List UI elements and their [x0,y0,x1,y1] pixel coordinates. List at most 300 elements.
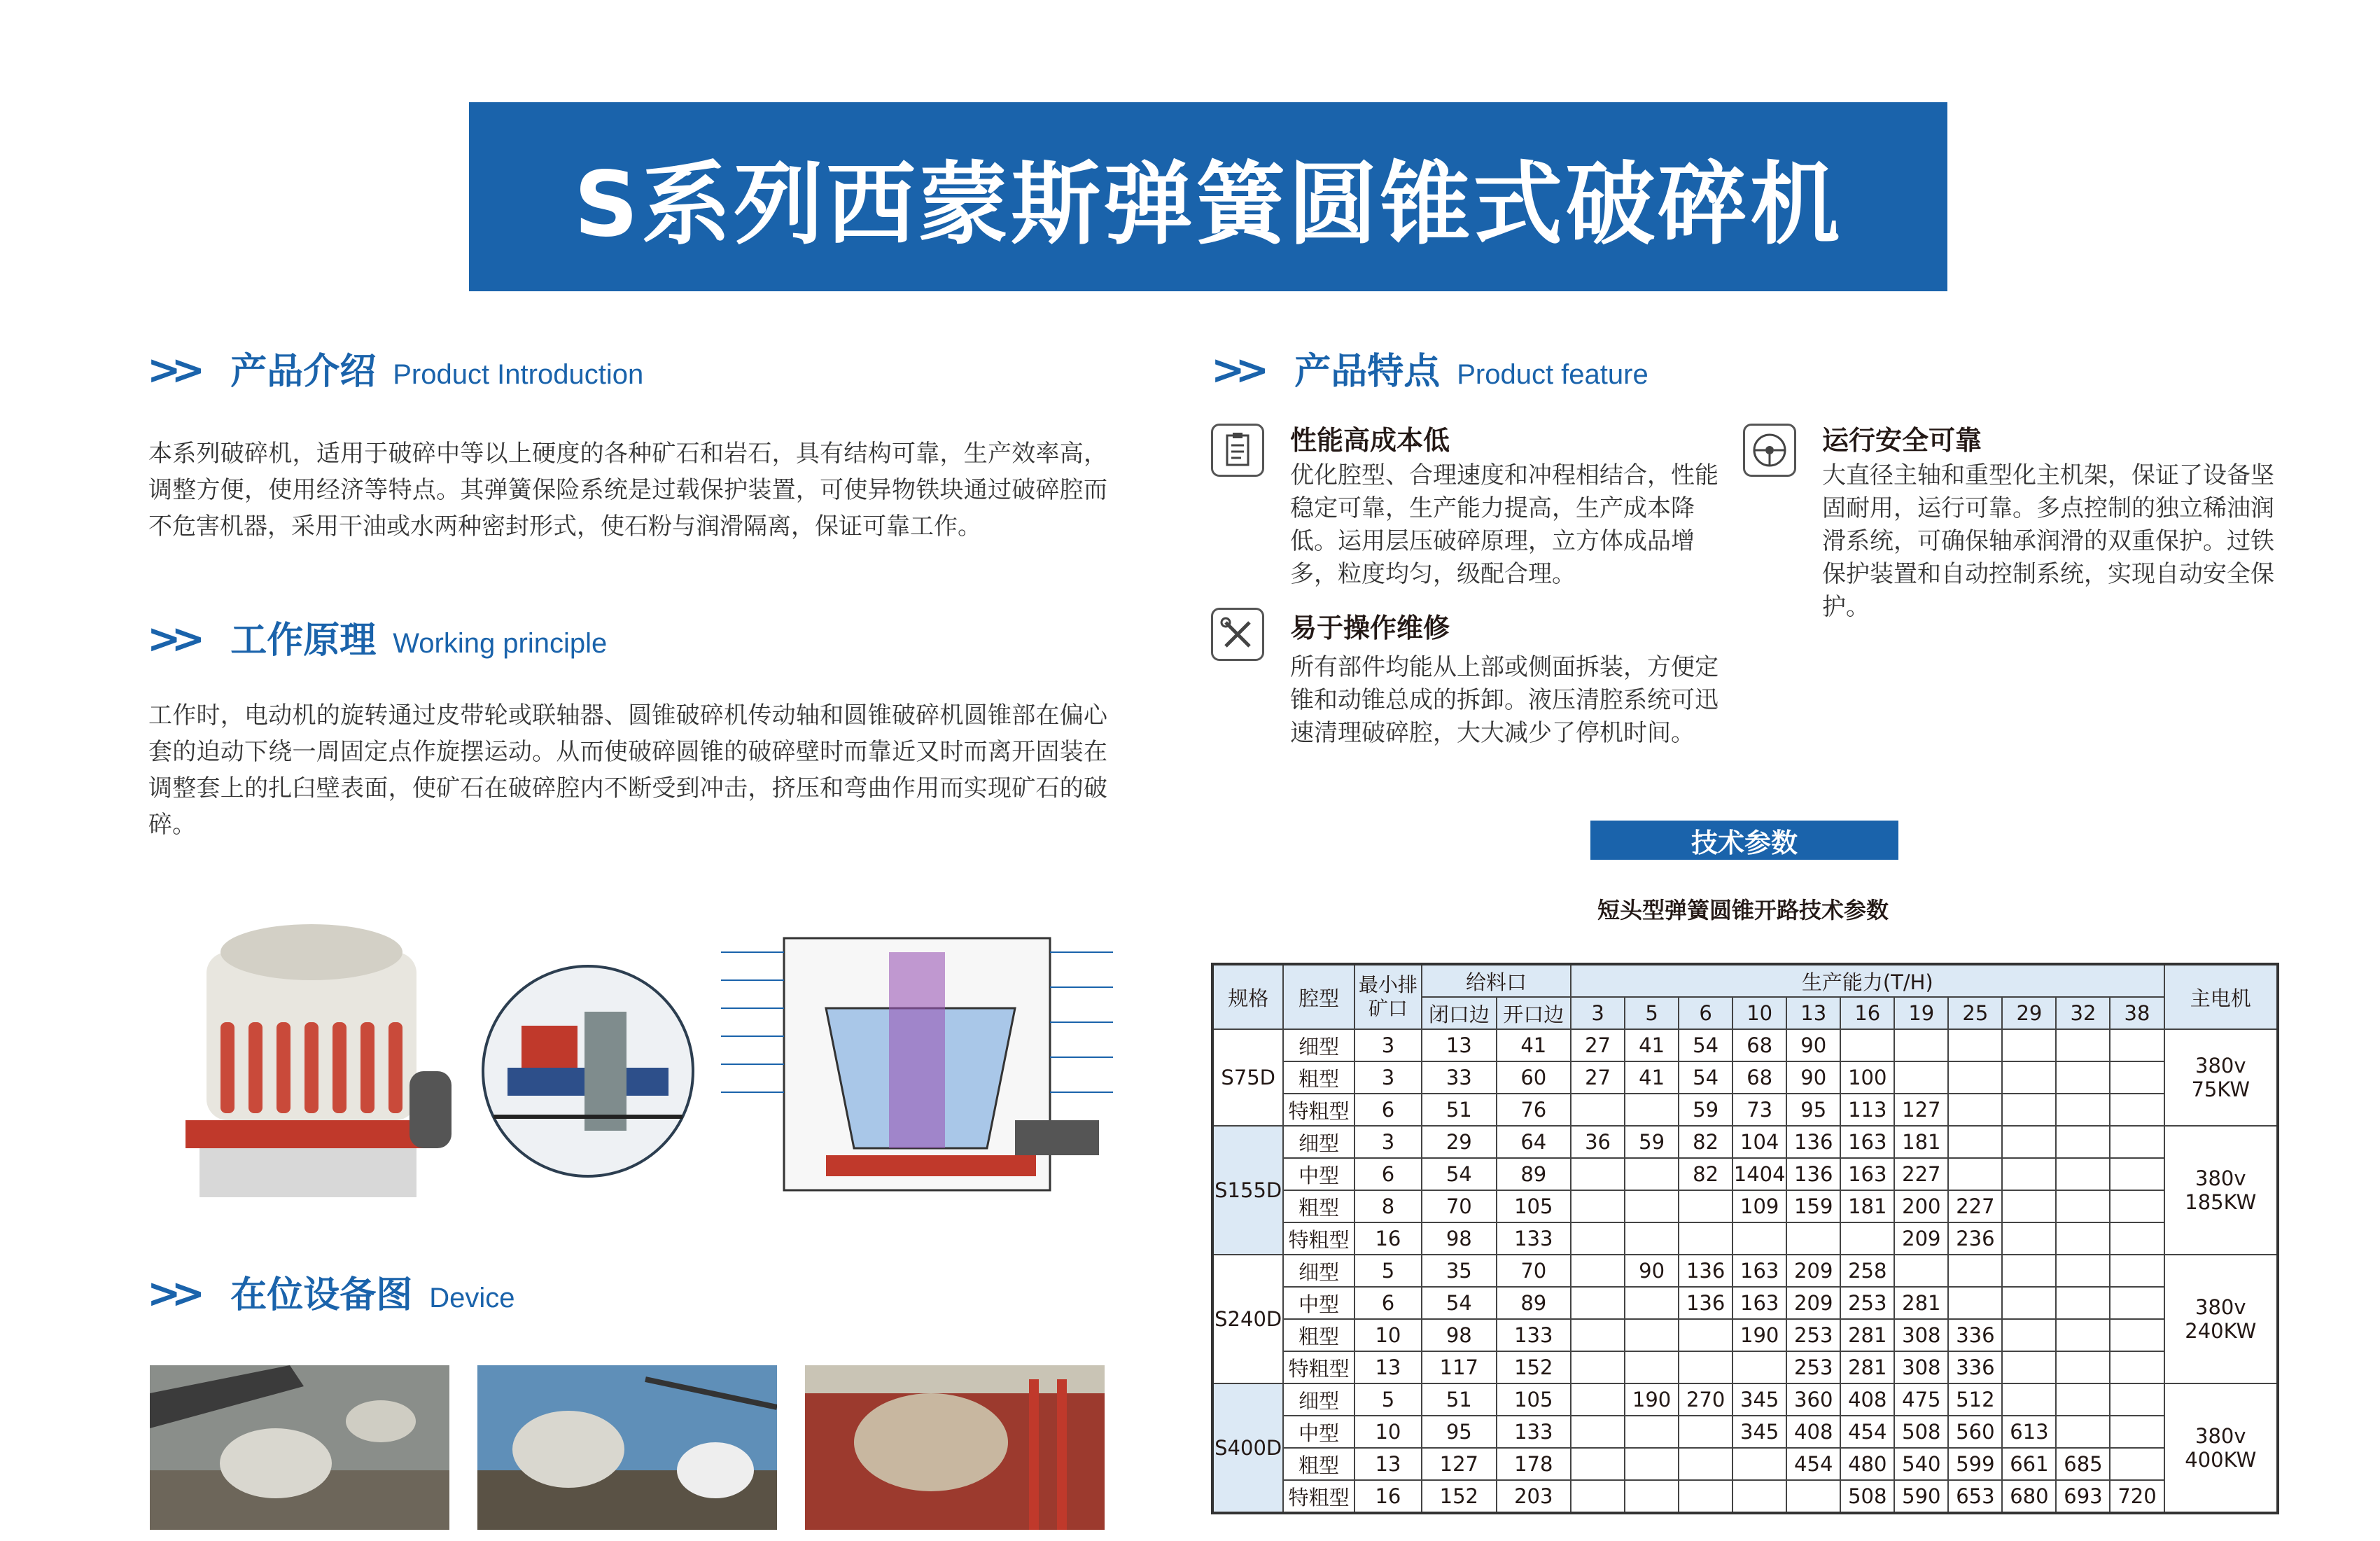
capacity-cell: 136 [1679,1287,1732,1319]
capacity-cell: 336 [1948,1351,2002,1383]
steering-wheel-icon [1743,424,1796,477]
capacity-cell: 82 [1679,1158,1732,1190]
capacity-cell: 95 [1786,1094,1840,1126]
capacity-cell: 181 [1840,1190,1894,1222]
capacity-cell [1732,1222,1786,1255]
capacity-cell: 599 [1948,1448,2002,1480]
capacity-cell [2110,1029,2164,1061]
capacity-cell: 90 [1786,1061,1840,1094]
header-motor: 主电机 [2164,964,2278,1029]
min-outlet-cell: 6 [1354,1094,1422,1126]
header-capacity: 生产能力(T/H) [1571,964,2164,997]
cavity-cell: 特粗型 [1283,1222,1354,1255]
capacity-cell: 227 [1894,1158,1948,1190]
capacity-cell [2056,1416,2110,1448]
capacity-cell [1840,1222,1894,1255]
section-title-principle [147,611,607,663]
min-outlet-cell: 3 [1354,1029,1422,1061]
capacity-cell: 308 [1894,1319,1948,1351]
device-photo-2 [477,1365,777,1530]
open-side-cell: 203 [1497,1480,1571,1513]
table-row [1212,1416,2278,1448]
principle-text: 工作时，电动机的旋转通过皮带轮或联轴器、圆锥破碎机传动轴和圆锥破碎机圆锥部在偏心套的迫动下绕一周固定点作旋摆运动。从而使破碎圆锥的破碎壁时而靠近又时而离开固装在调整套上的扎臼壁表面，使矿石在破碎腔内不断受到冲击，挤压和弯曲作用而实现矿石的破碎。 [148,702,1107,839]
min-outlet-cell: 3 [1354,1061,1422,1094]
section-title-zh: 在位设备图 [230,1274,413,1316]
capacity-cell [2056,1061,2110,1094]
capacity-cell [1571,1190,1625,1222]
closed-side-cell: 98 [1422,1319,1496,1351]
capacity-cell [1571,1222,1625,1255]
capacity-cell: 54 [1679,1061,1732,1094]
cavity-cell: 中型 [1283,1287,1354,1319]
table-row [1212,1287,2278,1319]
device-photo-3 [805,1365,1105,1530]
closed-side-cell: 51 [1422,1094,1496,1126]
capacity-cell [1948,1158,2002,1190]
capacity-cell [1679,1448,1732,1480]
open-side-cell: 60 [1497,1061,1571,1094]
title-banner [469,102,1947,291]
cavity-cell: 粗型 [1283,1319,1354,1351]
capacity-cell [1840,1029,1894,1061]
capacity-cell [2002,1126,2056,1158]
open-side-cell: 105 [1497,1190,1571,1222]
capacity-cell [1625,1158,1679,1190]
capacity-cell: 408 [1840,1383,1894,1416]
capacity-cell [2110,1126,2164,1158]
capacity-cell [1679,1416,1732,1448]
cavity-cell: 中型 [1283,1416,1354,1448]
double-chevron-icon: >> [147,346,196,393]
capacity-cell: 36 [1571,1126,1625,1158]
cavity-cell: 粗型 [1283,1190,1354,1222]
capacity-cell [2056,1158,2110,1190]
capacity-cell [1625,1448,1679,1480]
capacity-cell [2056,1029,2110,1061]
capacity-cell: 41 [1625,1029,1679,1061]
capacity-cell: 281 [1894,1287,1948,1319]
capacity-cell: 454 [1786,1448,1840,1480]
closed-side-cell: 54 [1422,1287,1496,1319]
cavity-cell: 特粗型 [1283,1351,1354,1383]
capacity-cell [2110,1351,2164,1383]
motor-cell: 380v 400KW [2164,1383,2278,1513]
header-capacity-col: 16 [1840,997,1894,1029]
capacity-cell [2110,1190,2164,1222]
capacity-cell: 200 [1894,1190,1948,1222]
capacity-cell [1571,1094,1625,1126]
capacity-cell: 693 [2056,1480,2110,1513]
capacity-cell: 720 [2110,1480,2164,1513]
capacity-cell: 136 [1786,1126,1840,1158]
min-outlet-cell: 6 [1354,1287,1422,1319]
capacity-cell [2002,1255,2056,1287]
capacity-cell: 100 [1840,1061,1894,1094]
capacity-cell [2002,1319,2056,1351]
capacity-cell: 209 [1786,1255,1840,1287]
open-side-cell: 133 [1497,1319,1571,1351]
capacity-cell: 104 [1732,1126,1786,1158]
capacity-cell [1625,1416,1679,1448]
model-cell: S155D [1212,1126,1283,1255]
crusher-cross-section-diagram [721,924,1113,1204]
capacity-cell [1571,1448,1625,1480]
capacity-cell [2002,1287,2056,1319]
capacity-cell [2056,1255,2110,1287]
capacity-cell: 209 [1894,1222,1948,1255]
capacity-cell: 59 [1625,1126,1679,1158]
capacity-cell [1625,1222,1679,1255]
capacity-cell: 685 [2056,1448,2110,1480]
capacity-cell [2110,1061,2164,1094]
table-row [1212,1255,2278,1287]
closed-side-cell: 98 [1422,1222,1496,1255]
header-capacity-col: 10 [1732,997,1786,1029]
capacity-cell: 281 [1840,1319,1894,1351]
closed-side-cell: 33 [1422,1061,1496,1094]
open-side-cell: 76 [1497,1094,1571,1126]
table-row [1212,1319,2278,1351]
capacity-cell [2056,1222,2110,1255]
min-outlet-cell: 10 [1354,1319,1422,1351]
capacity-cell: 109 [1732,1190,1786,1222]
capacity-cell [1625,1480,1679,1513]
capacity-cell: 227 [1948,1190,2002,1222]
capacity-cell [1571,1287,1625,1319]
device-photo-1 [150,1365,449,1530]
min-outlet-cell: 13 [1354,1448,1422,1480]
table-row [1212,1448,2278,1480]
motor-cell: 380v 240KW [2164,1255,2278,1383]
section-title-intro [147,342,643,394]
capacity-cell: 113 [1840,1094,1894,1126]
closed-side-cell: 70 [1422,1190,1496,1222]
closed-side-cell: 152 [1422,1480,1496,1513]
capacity-cell: 508 [1894,1416,1948,1448]
cavity-cell: 细型 [1283,1383,1354,1416]
capacity-cell [2056,1351,2110,1383]
capacity-cell [1786,1222,1840,1255]
header-min-outlet: 最小排矿口 [1354,964,1422,1029]
capacity-cell [1625,1190,1679,1222]
capacity-cell: 408 [1786,1416,1840,1448]
capacity-cell [2056,1094,2110,1126]
cavity-cell: 细型 [1283,1255,1354,1287]
capacity-cell [1571,1416,1625,1448]
capacity-cell [1679,1319,1732,1351]
capacity-cell [2110,1287,2164,1319]
section-title-en: Product feature [1457,359,1648,390]
capacity-cell [2056,1190,2110,1222]
capacity-cell [2056,1126,2110,1158]
capacity-cell: 253 [1786,1351,1840,1383]
min-outlet-cell: 5 [1354,1255,1422,1287]
capacity-cell: 560 [1948,1416,2002,1448]
section-title-device [147,1265,514,1318]
section-title-zh: 工作原理 [230,620,377,662]
capacity-cell [1948,1061,2002,1094]
capacity-cell: 163 [1840,1126,1894,1158]
motor-cell: 380v 185KW [2164,1126,2278,1255]
section-title-en: Product Introduction [393,359,644,390]
capacity-cell: 270 [1679,1383,1732,1416]
open-side-cell: 152 [1497,1351,1571,1383]
min-outlet-cell: 16 [1354,1480,1422,1513]
spec-table [1211,963,2279,1514]
min-outlet-cell: 6 [1354,1158,1422,1190]
open-side-cell: 64 [1497,1126,1571,1158]
capacity-cell: 54 [1679,1029,1732,1061]
cavity-cell: 细型 [1283,1029,1354,1061]
closed-side-cell: 35 [1422,1255,1496,1287]
capacity-cell [2002,1029,2056,1061]
open-side-cell: 89 [1497,1158,1571,1190]
section-title-en: Working principle [393,628,608,659]
open-side-cell: 105 [1497,1383,1571,1416]
capacity-cell: 345 [1732,1416,1786,1448]
capacity-cell [1948,1029,2002,1061]
table-row [1212,1029,2278,1061]
capacity-cell: 27 [1571,1061,1625,1094]
capacity-cell [1679,1480,1732,1513]
double-chevron-icon: >> [1211,346,1260,393]
motor-cell: 380v 75KW [2164,1029,2278,1126]
table-title: 短头型弹簧圆锥开路技术参数 [1597,897,1889,923]
capacity-cell: 590 [1894,1480,1948,1513]
capacity-cell [1786,1480,1840,1513]
table-row [1212,1190,2278,1222]
closed-side-cell: 51 [1422,1383,1496,1416]
capacity-cell: 163 [1840,1158,1894,1190]
header-open: 开口边 [1497,997,1571,1029]
capacity-cell: 480 [1840,1448,1894,1480]
capacity-cell: 540 [1894,1448,1948,1480]
feature-title: 运行安全可靠 [1822,425,1982,456]
min-outlet-cell: 3 [1354,1126,1422,1158]
capacity-cell: 454 [1840,1416,1894,1448]
capacity-cell: 236 [1948,1222,2002,1255]
closed-side-cell: 54 [1422,1158,1496,1190]
capacity-cell: 82 [1679,1126,1732,1158]
capacity-cell: 508 [1840,1480,1894,1513]
cavity-cell: 粗型 [1283,1448,1354,1480]
capacity-cell [1732,1351,1786,1383]
capacity-cell [2110,1222,2164,1255]
feature-text: 所有部件均能从上部或侧面拆装，方便定锥和动锥总成的拆卸。液压清腔系统可迅速清理破碎腔，大大减少了停机时间。 [1290,653,1718,747]
capacity-cell: 90 [1786,1029,1840,1061]
capacity-cell: 163 [1732,1255,1786,1287]
capacity-cell [1948,1094,2002,1126]
header-capacity-col: 29 [2002,997,2056,1029]
capacity-cell: 41 [1625,1061,1679,1094]
header-capacity-col: 5 [1625,997,1679,1029]
capacity-cell [1625,1319,1679,1351]
capacity-cell: 27 [1571,1029,1625,1061]
capacity-cell: 308 [1894,1351,1948,1383]
feature-title: 易于操作维修 [1290,613,1450,643]
capacity-cell: 281 [1840,1351,1894,1383]
section-title-zh: 产品特点 [1294,351,1441,393]
min-outlet-cell: 10 [1354,1416,1422,1448]
capacity-cell: 680 [2002,1480,2056,1513]
closed-side-cell: 29 [1422,1126,1496,1158]
capacity-cell [2110,1094,2164,1126]
model-cell: S75D [1212,1029,1283,1126]
crusher-detail-image [479,963,696,1180]
open-side-cell: 133 [1497,1416,1571,1448]
capacity-cell: 190 [1625,1383,1679,1416]
capacity-cell [2002,1351,2056,1383]
capacity-cell [1732,1448,1786,1480]
header-feed: 给料口 [1422,964,1571,997]
capacity-cell [1571,1158,1625,1190]
capacity-cell: 253 [1840,1287,1894,1319]
intro-text: 本系列破碎机，适用于破碎中等以上硬度的各种矿石和岩石，具有结构可靠，生产效率高，调整方便，使用经济等特点。其弹簧保险系统是过载保护装置，可使异物铁块通过破碎腔而不危害机器，采用干油或水两种密封形式，使石粉与润滑隔离，保证可靠工作。 [148,440,1107,541]
header-closed: 闭口边 [1422,997,1496,1029]
capacity-cell [2110,1383,2164,1416]
section-title-zh: 产品介绍 [230,351,377,393]
capacity-cell [2002,1222,2056,1255]
capacity-cell: 653 [1948,1480,2002,1513]
capacity-cell [2056,1287,2110,1319]
cavity-cell: 特粗型 [1283,1094,1354,1126]
header-capacity-col: 6 [1679,997,1732,1029]
capacity-cell [1894,1029,1948,1061]
section-title-en: Device [429,1283,515,1313]
capacity-cell: 613 [2002,1416,2056,1448]
table-row [1212,1222,2278,1255]
capacity-cell: 68 [1732,1061,1786,1094]
crusher-product-image [158,910,465,1211]
capacity-cell [2002,1094,2056,1126]
tech-params-label: 技术参数 [1590,821,1898,860]
capacity-cell: 190 [1732,1319,1786,1351]
capacity-cell: 136 [1786,1158,1840,1190]
capacity-cell: 68 [1732,1029,1786,1061]
min-outlet-cell: 16 [1354,1222,1422,1255]
open-side-cell: 89 [1497,1287,1571,1319]
capacity-cell: 360 [1786,1383,1840,1416]
model-cell: S240D [1212,1255,1283,1383]
capacity-cell [1894,1255,1948,1287]
header-capacity-col: 19 [1894,997,1948,1029]
capacity-cell [2056,1383,2110,1416]
feature-text: 优化腔型、合理速度和冲程相结合，性能稳定可靠，生产能力提高，生产成本降低。运用层压破碎原理，立方体成品增多，粒度均匀，级配合理。 [1290,461,1718,588]
capacity-cell: 181 [1894,1126,1948,1158]
header-capacity-col: 32 [2056,997,2110,1029]
table-row [1212,1383,2278,1416]
capacity-cell [2110,1158,2164,1190]
capacity-cell [1679,1351,1732,1383]
capacity-cell: 209 [1786,1287,1840,1319]
capacity-cell [1948,1287,2002,1319]
closed-side-cell: 127 [1422,1448,1496,1480]
closed-side-cell: 117 [1422,1351,1496,1383]
model-cell: S400D [1212,1383,1283,1513]
capacity-cell [1625,1287,1679,1319]
closed-side-cell: 13 [1422,1029,1496,1061]
capacity-cell [1948,1126,2002,1158]
clipboard-icon [1211,424,1264,477]
cavity-cell: 细型 [1283,1126,1354,1158]
capacity-cell [1679,1190,1732,1222]
capacity-cell [1894,1061,1948,1094]
table-row [1212,1480,2278,1513]
capacity-cell: 159 [1786,1190,1840,1222]
capacity-cell [1948,1255,2002,1287]
capacity-cell [2110,1416,2164,1448]
capacity-cell [1571,1383,1625,1416]
capacity-cell: 127 [1894,1094,1948,1126]
capacity-cell: 1404 [1732,1158,1786,1190]
header-spec: 规格 [1212,964,1283,1029]
min-outlet-cell: 13 [1354,1351,1422,1383]
capacity-cell: 661 [2002,1448,2056,1480]
capacity-cell: 73 [1732,1094,1786,1126]
closed-side-cell: 95 [1422,1416,1496,1448]
capacity-cell [2056,1319,2110,1351]
capacity-cell [2110,1255,2164,1287]
capacity-cell [2110,1319,2164,1351]
table-row [1212,1351,2278,1383]
capacity-cell: 136 [1679,1255,1732,1287]
capacity-cell [2002,1383,2056,1416]
page-title: S系列西蒙斯弹簧圆锥式破碎机 [573,153,1843,257]
capacity-cell: 475 [1894,1383,1948,1416]
cavity-cell: 特粗型 [1283,1480,1354,1513]
cavity-cell: 中型 [1283,1158,1354,1190]
open-side-cell: 133 [1497,1222,1571,1255]
capacity-cell [1732,1480,1786,1513]
capacity-cell [1571,1319,1625,1351]
header-capacity-col: 3 [1571,997,1625,1029]
capacity-cell: 336 [1948,1319,2002,1351]
capacity-cell [1625,1094,1679,1126]
capacity-cell: 59 [1679,1094,1732,1126]
header-cavity: 腔型 [1283,964,1354,1029]
cavity-cell: 粗型 [1283,1061,1354,1094]
capacity-cell [1625,1351,1679,1383]
capacity-cell: 163 [1732,1287,1786,1319]
capacity-cell: 253 [1786,1319,1840,1351]
section-title-feature [1211,342,1648,394]
capacity-cell: 512 [1948,1383,2002,1416]
tools-icon [1211,608,1264,661]
table-row [1212,1094,2278,1126]
capacity-cell [2002,1158,2056,1190]
double-chevron-icon: >> [147,1269,196,1317]
header-capacity-col: 25 [1948,997,2002,1029]
table-row [1212,1061,2278,1094]
header-capacity-col: 38 [2110,997,2164,1029]
feature-text: 大直径主轴和重型化主机架，保证了设备坚固耐用，运行可靠。多点控制的独立稀油润滑系统，可确保轴承润滑的双重保护。过铁保护装置和自动控制系统，实现自动安全保护。 [1822,461,2274,621]
min-outlet-cell: 8 [1354,1190,1422,1222]
capacity-cell [2110,1448,2164,1480]
feature-title: 性能高成本低 [1290,425,1450,456]
header-capacity-col: 13 [1786,997,1840,1029]
open-side-cell: 41 [1497,1029,1571,1061]
table-row [1212,1158,2278,1190]
capacity-cell [1571,1255,1625,1287]
capacity-cell: 345 [1732,1383,1786,1416]
capacity-cell [2002,1061,2056,1094]
table-row [1212,1126,2278,1158]
capacity-cell [1571,1480,1625,1513]
capacity-cell: 258 [1840,1255,1894,1287]
open-side-cell: 178 [1497,1448,1571,1480]
open-side-cell: 70 [1497,1255,1571,1287]
min-outlet-cell: 5 [1354,1383,1422,1416]
